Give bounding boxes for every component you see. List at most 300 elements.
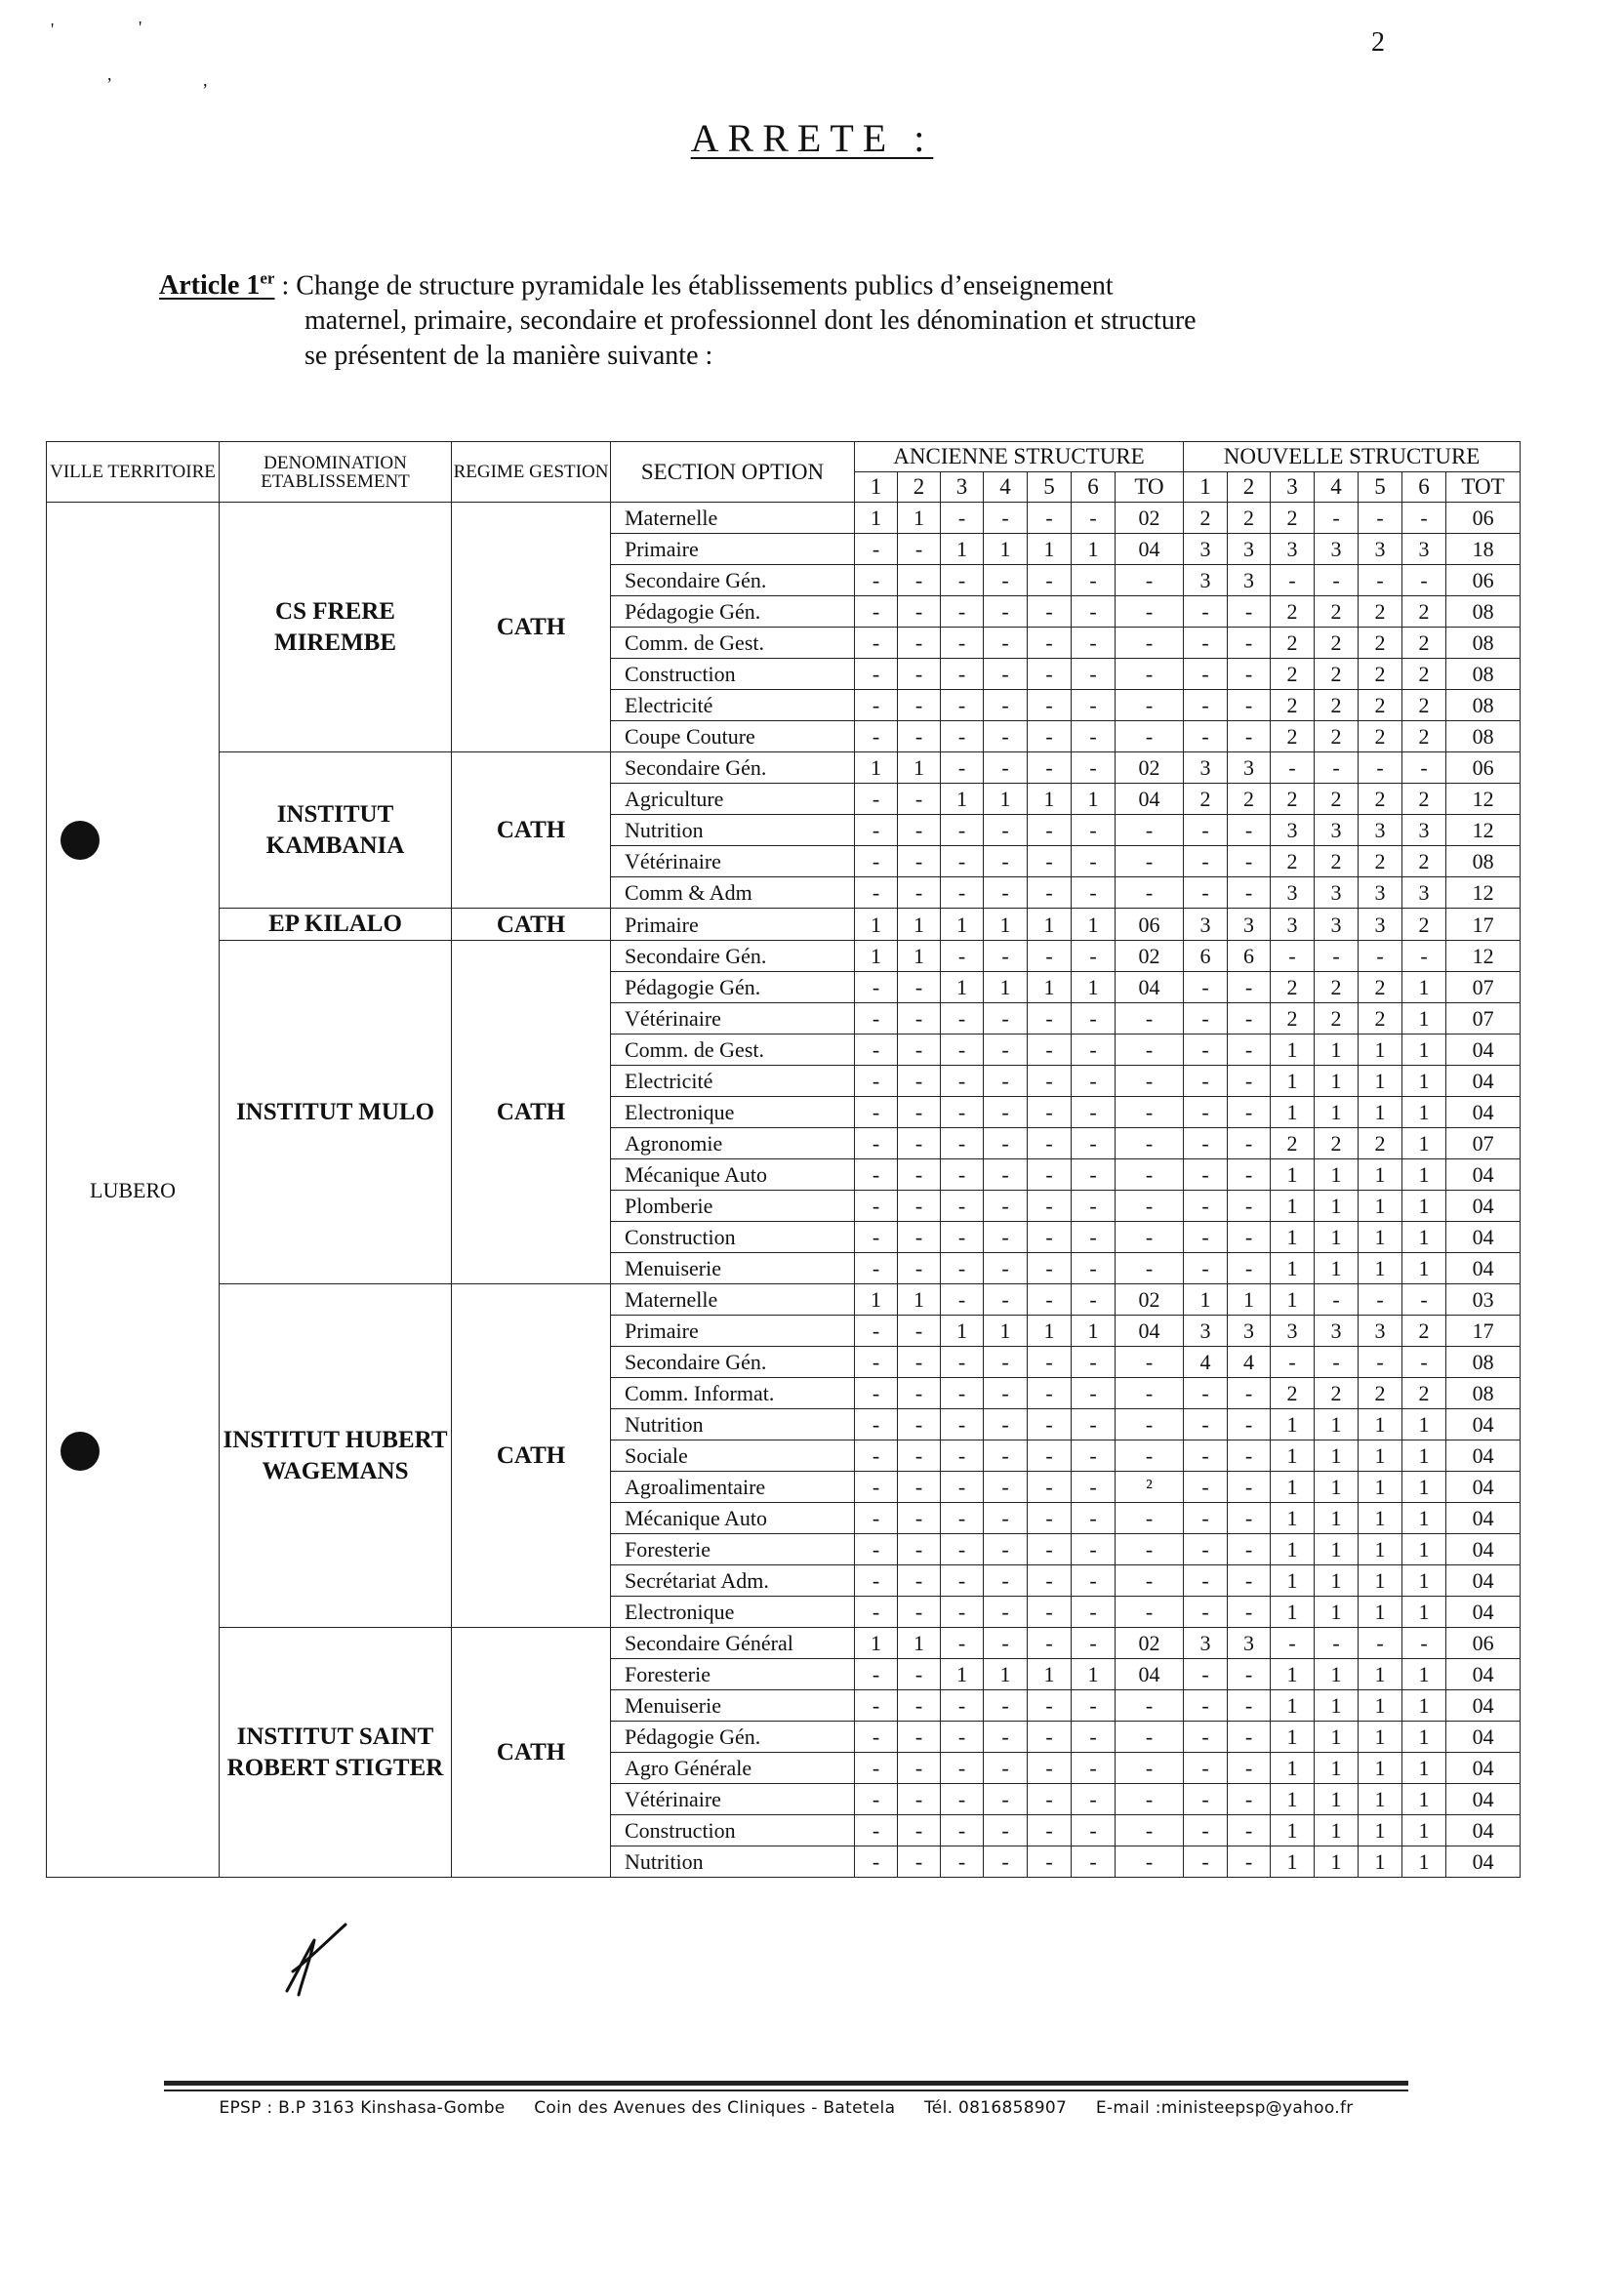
ancienne-cell: 1: [855, 752, 898, 784]
ancienne-cell: -: [984, 1565, 1028, 1597]
nouvelle-cell: -: [1271, 941, 1315, 972]
ancienne-cell: 1: [1028, 909, 1072, 941]
section-option: Construction: [611, 659, 855, 690]
nouvelle-cell: 1: [1359, 1503, 1402, 1534]
nouvelle-cell: 6: [1228, 941, 1271, 972]
nouvelle-cell: 04: [1446, 1472, 1521, 1503]
ancienne-cell: -: [1028, 877, 1072, 909]
ancienne-cell: -: [1028, 1628, 1072, 1659]
ancienne-cell: -: [941, 565, 984, 596]
ancienne-cell: -: [941, 721, 984, 752]
nouvelle-cell: -: [1359, 1347, 1402, 1378]
nouvelle-cell: 04: [1446, 1753, 1521, 1784]
ancienne-cell: -: [855, 1815, 898, 1846]
nouvelle-cell: -: [1228, 1003, 1271, 1035]
ancienne-cell: -: [1072, 1815, 1116, 1846]
nouvelle-cell: 1: [1315, 1503, 1359, 1534]
ancienne-cell: -: [855, 534, 898, 565]
regime-gestion: CATH: [452, 941, 611, 1284]
ancienne-cell: -: [855, 1534, 898, 1565]
ancienne-cell: -: [1116, 1066, 1184, 1097]
ancienne-cell: -: [984, 503, 1028, 534]
ancienne-cell: -: [941, 877, 984, 909]
nouvelle-cell: 07: [1446, 1003, 1521, 1035]
ancienne-cell: -: [1072, 659, 1116, 690]
article-lead: Article 1er: [159, 269, 275, 302]
nouvelle-cell: 1: [1402, 1253, 1446, 1284]
ancienne-cell: -: [898, 1409, 941, 1440]
ancienne-cell: -: [1028, 1159, 1072, 1191]
ancienne-cell: -: [984, 1409, 1028, 1440]
ancienne-cell: -: [984, 690, 1028, 721]
ancienne-cell: -: [1072, 1159, 1116, 1191]
nouvelle-cell: 3: [1228, 752, 1271, 784]
ancienne-cell: -: [1072, 752, 1116, 784]
nouvelle-cell: -: [1184, 1597, 1228, 1628]
nouvelle-cell: 3: [1228, 1628, 1271, 1659]
nouvelle-cell: 1: [1271, 1222, 1315, 1253]
ancienne-cell: -: [984, 815, 1028, 846]
nouvelle-cell: 3: [1271, 1316, 1315, 1347]
ancienne-cell: -: [1028, 1503, 1072, 1534]
table-row: [47, 1284, 1521, 1316]
nouvelle-cell: 07: [1446, 972, 1521, 1003]
footer-address: EPSP : B.P 3163 Kinshasa-Gombe: [219, 2098, 506, 2118]
nouvelle-cell: -: [1271, 1347, 1315, 1378]
nouvelle-cell: 1: [1402, 1722, 1446, 1753]
nouvelle-cell: -: [1184, 628, 1228, 659]
ancienne-cell: -: [941, 752, 984, 784]
ancienne-cell: -: [1116, 1159, 1184, 1191]
ancienne-cell: -: [855, 628, 898, 659]
ancienne-cell: 1: [941, 1316, 984, 1347]
ancienne-cell: -: [898, 565, 941, 596]
ancienne-cell: -: [855, 972, 898, 1003]
establishment-name: INSTITUT HUBERT WAGEMANS: [220, 1284, 452, 1628]
ancienne-cell: -: [898, 1753, 941, 1784]
nouvelle-cell: -: [1359, 1628, 1402, 1659]
ancienne-cell: 04: [1116, 1316, 1184, 1347]
ancienne-cell: -: [1116, 1690, 1184, 1722]
ancienne-cell: -: [1072, 1534, 1116, 1565]
nouvelle-cell: -: [1228, 1378, 1271, 1409]
nouvelle-cell: 04: [1446, 1534, 1521, 1565]
nouvelle-cell: -: [1184, 1565, 1228, 1597]
nouvelle-cell: 04: [1446, 1690, 1521, 1722]
ancienne-cell: -: [941, 1284, 984, 1316]
ancienne-cell: -: [1072, 596, 1116, 628]
nouvelle-cell: 08: [1446, 721, 1521, 752]
section-option: Maternelle: [611, 503, 855, 534]
footer-location: Coin des Avenues des Cliniques - Batetela: [534, 2098, 896, 2118]
ancienne-cell: -: [1028, 659, 1072, 690]
table-row: [47, 1628, 1521, 1659]
ancienne-cell: -: [1028, 1066, 1072, 1097]
nouvelle-cell: 08: [1446, 1347, 1521, 1378]
nouvelle-cell: 04: [1446, 1565, 1521, 1597]
nouvelle-cell: 2: [1402, 1316, 1446, 1347]
section-option: Maternelle: [611, 1284, 855, 1316]
ancienne-cell: -: [855, 721, 898, 752]
ancienne-cell: -: [1116, 565, 1184, 596]
ancienne-cell: -: [1116, 1846, 1184, 1878]
nouvelle-cell: 04: [1446, 1659, 1521, 1690]
nouvelle-cell: 06: [1446, 1628, 1521, 1659]
nouvelle-cell: 3: [1315, 909, 1359, 941]
ancienne-cell: -: [1116, 1722, 1184, 1753]
ancienne-cell: -: [898, 1659, 941, 1690]
ancienne-cell: -: [898, 659, 941, 690]
ancienne-cell: -: [1072, 941, 1116, 972]
nouvelle-cell: 12: [1446, 815, 1521, 846]
nouvelle-cell: -: [1228, 1097, 1271, 1128]
ancienne-cell: -: [1072, 1035, 1116, 1066]
ancienne-cell: 1: [984, 534, 1028, 565]
section-option: Sociale: [611, 1440, 855, 1472]
ancienne-cell: 04: [1116, 534, 1184, 565]
ancienne-cell: -: [984, 877, 1028, 909]
ancienne-cell: -: [984, 1846, 1028, 1878]
ancienne-cell: 1: [1028, 784, 1072, 815]
ancienne-cell: -: [898, 1128, 941, 1159]
ancienne-cell: -: [1028, 1753, 1072, 1784]
nouvelle-cell: 1: [1315, 1191, 1359, 1222]
ancienne-cell: -: [855, 1035, 898, 1066]
ancienne-cell: -: [855, 1503, 898, 1534]
nouvelle-cell: 3: [1184, 1316, 1228, 1347]
footer-email: E-mail :ministeepsp@yahoo.fr: [1095, 2098, 1354, 2118]
ancienne-cell: 1: [855, 1628, 898, 1659]
nouvelle-cell: 2: [1271, 846, 1315, 877]
nouvelle-cell: -: [1359, 503, 1402, 534]
nouvelle-cell: -: [1271, 752, 1315, 784]
ancienne-cell: -: [1072, 1128, 1116, 1159]
ancienne-cell: -: [1116, 1378, 1184, 1409]
section-option: Secrétariat Adm.: [611, 1565, 855, 1597]
ancienne-cell: 04: [1116, 1659, 1184, 1690]
ancienne-cell: -: [898, 596, 941, 628]
nouvelle-cell: 1: [1184, 1284, 1228, 1316]
ancienne-cell: -: [855, 596, 898, 628]
nouvelle-cell: 1: [1402, 1035, 1446, 1066]
nouvelle-cell: 2: [1359, 1378, 1402, 1409]
nouvelle-cell: -: [1228, 815, 1271, 846]
ancienne-cell: -: [1072, 877, 1116, 909]
nouvelle-cell: 1: [1359, 1565, 1402, 1597]
ancienne-cell: -: [1116, 1565, 1184, 1597]
ancienne-cell: -: [1028, 1409, 1072, 1440]
nouvelle-cell: 1: [1402, 1191, 1446, 1222]
ancienne-cell: -: [1028, 690, 1072, 721]
nouvelle-cell: 2: [1271, 503, 1315, 534]
ancienne-cell: -: [1028, 1846, 1072, 1878]
nouvelle-cell: -: [1184, 1035, 1228, 1066]
nouvelle-cell: 1: [1402, 1097, 1446, 1128]
ancienne-cell: 1: [855, 1284, 898, 1316]
nouvelle-cell: 1: [1402, 1128, 1446, 1159]
ancienne-cell: -: [941, 1534, 984, 1565]
nouvelle-cell: 08: [1446, 1378, 1521, 1409]
ancienne-cell: -: [898, 1159, 941, 1191]
nouvelle-cell: 2: [1359, 846, 1402, 877]
section-option: Agronomie: [611, 1128, 855, 1159]
nouvelle-cell: 1: [1315, 1440, 1359, 1472]
nouvelle-cell: 1: [1271, 1472, 1315, 1503]
ancienne-cell: -: [1072, 1753, 1116, 1784]
footer-phone: Tél. 0816858907: [924, 2098, 1068, 2118]
section-option: Secondaire Gén.: [611, 941, 855, 972]
ancienne-cell: -: [941, 1440, 984, 1472]
ancienne-cell: -: [898, 1253, 941, 1284]
black-dot-marker: [61, 1432, 100, 1471]
nouvelle-cell: -: [1228, 1191, 1271, 1222]
section-option: Electronique: [611, 1097, 855, 1128]
nouvelle-cell: -: [1184, 721, 1228, 752]
ancienne-cell: 1: [1072, 1316, 1116, 1347]
nouvelle-cell: 1: [1359, 1472, 1402, 1503]
ancienne-cell: -: [1028, 1722, 1072, 1753]
nouvelle-cell: 2: [1271, 1378, 1315, 1409]
nouvelle-cell: -: [1184, 1409, 1228, 1440]
nouvelle-cell: -: [1184, 690, 1228, 721]
nouvelle-cell: -: [1315, 1284, 1359, 1316]
nouvelle-cell: 04: [1446, 1597, 1521, 1628]
nouvelle-cell: 1: [1315, 1784, 1359, 1815]
nouvelle-cell: -: [1271, 565, 1315, 596]
ancienne-cell: -: [984, 565, 1028, 596]
nouvelle-cell: -: [1315, 752, 1359, 784]
nouvelle-cell: -: [1359, 565, 1402, 596]
nouvelle-cell: 2: [1359, 1003, 1402, 1035]
ancienne-cell: -: [1116, 1440, 1184, 1472]
ancienne-cell: -: [941, 596, 984, 628]
ancienne-cell: -: [1072, 1378, 1116, 1409]
ancienne-cell: -: [1116, 1128, 1184, 1159]
table-row: [47, 941, 1521, 972]
subheader-ancienne-6: 6: [1072, 472, 1116, 503]
ancienne-cell: -: [855, 1784, 898, 1815]
nouvelle-cell: 3: [1184, 909, 1228, 941]
article-line-2: maternel, primaire, secondaire et professionnel dont les dénomination et structure: [304, 305, 1197, 337]
nouvelle-cell: 1: [1402, 1534, 1446, 1565]
nouvelle-cell: 1: [1402, 1597, 1446, 1628]
nouvelle-cell: -: [1228, 1066, 1271, 1097]
ancienne-cell: -: [984, 1347, 1028, 1378]
nouvelle-cell: -: [1228, 1472, 1271, 1503]
footer-rule-thick: [164, 2081, 1408, 2086]
ancienne-cell: -: [1028, 628, 1072, 659]
nouvelle-cell: 17: [1446, 1316, 1521, 1347]
ancienne-cell: -: [1028, 941, 1072, 972]
ancienne-cell: -: [941, 628, 984, 659]
nouvelle-cell: -: [1184, 1722, 1228, 1753]
ancienne-cell: -: [898, 972, 941, 1003]
ancienne-cell: -: [855, 1690, 898, 1722]
nouvelle-cell: -: [1184, 1472, 1228, 1503]
ancienne-cell: -: [984, 1035, 1028, 1066]
page-number: 2: [1371, 27, 1385, 58]
nouvelle-cell: 04: [1446, 1035, 1521, 1066]
nouvelle-cell: -: [1228, 1440, 1271, 1472]
section-option: Pédagogie Gén.: [611, 596, 855, 628]
ancienne-cell: -: [1028, 1222, 1072, 1253]
nouvelle-cell: 1: [1402, 972, 1446, 1003]
nouvelle-cell: 2: [1271, 1003, 1315, 1035]
ancienne-cell: -: [855, 1472, 898, 1503]
ancienne-cell: -: [941, 1503, 984, 1534]
ancienne-cell: 02: [1116, 752, 1184, 784]
ancienne-cell: -: [898, 1097, 941, 1128]
section-option: Plomberie: [611, 1191, 855, 1222]
section-option: Vétérinaire: [611, 1003, 855, 1035]
nouvelle-cell: 1: [1271, 1690, 1315, 1722]
ancienne-cell: -: [855, 565, 898, 596]
nouvelle-cell: 1: [1402, 1659, 1446, 1690]
nouvelle-cell: -: [1228, 1128, 1271, 1159]
article-line-1: : Change de structure pyramidale les établissements publics d’enseignement: [274, 270, 1114, 302]
nouvelle-cell: 2: [1271, 659, 1315, 690]
ancienne-cell: 1: [898, 909, 941, 941]
ancienne-cell: -: [1116, 721, 1184, 752]
ancienne-cell: 02: [1116, 941, 1184, 972]
ancienne-cell: -: [898, 846, 941, 877]
nouvelle-cell: 3: [1271, 815, 1315, 846]
section-option: Secondaire Gén.: [611, 565, 855, 596]
ancienne-cell: 1: [1028, 534, 1072, 565]
ancienne-cell: -: [984, 1440, 1028, 1472]
ancienne-cell: -: [1116, 690, 1184, 721]
nouvelle-cell: 2: [1315, 690, 1359, 721]
ancienne-cell: 1: [941, 784, 984, 815]
ancienne-cell: -: [941, 815, 984, 846]
footer: [164, 2098, 1408, 2118]
footer-rule-thin: [164, 2089, 1408, 2091]
nouvelle-cell: 3: [1228, 534, 1271, 565]
nouvelle-cell: 3: [1271, 877, 1315, 909]
ancienne-cell: -: [898, 1222, 941, 1253]
header-ancienne-structure: ANCIENNE STRUCTURE: [855, 442, 1184, 472]
ancienne-cell: 1: [1072, 1659, 1116, 1690]
ancienne-cell: -: [1072, 1628, 1116, 1659]
nouvelle-cell: 1: [1271, 1253, 1315, 1284]
ancienne-cell: -: [1116, 659, 1184, 690]
subheader-nouvelle-3: 3: [1271, 472, 1315, 503]
ancienne-cell: -: [1028, 1815, 1072, 1846]
ancienne-cell: 02: [1116, 1284, 1184, 1316]
ancienne-cell: -: [1072, 1690, 1116, 1722]
nouvelle-cell: -: [1184, 1690, 1228, 1722]
section-option: Mécanique Auto: [611, 1159, 855, 1191]
ancienne-cell: -: [855, 690, 898, 721]
ancienne-cell: -: [898, 1534, 941, 1565]
ancienne-cell: -: [855, 1659, 898, 1690]
nouvelle-cell: 3: [1184, 752, 1228, 784]
ancienne-cell: -: [898, 1690, 941, 1722]
nouvelle-cell: -: [1184, 1222, 1228, 1253]
nouvelle-cell: 3: [1271, 909, 1315, 941]
nouvelle-cell: 1: [1359, 1846, 1402, 1878]
ancienne-cell: -: [898, 1784, 941, 1815]
table-row: [47, 909, 1521, 941]
ancienne-cell: -: [898, 1565, 941, 1597]
header-ville: VILLE TERRITOIRE: [47, 442, 220, 503]
nouvelle-cell: 04: [1446, 1722, 1521, 1753]
nouvelle-cell: -: [1228, 972, 1271, 1003]
ancienne-cell: -: [855, 1128, 898, 1159]
nouvelle-cell: 1: [1315, 1846, 1359, 1878]
nouvelle-cell: 08: [1446, 628, 1521, 659]
nouvelle-cell: 04: [1446, 1846, 1521, 1878]
ancienne-cell: 1: [898, 503, 941, 534]
nouvelle-cell: 2: [1359, 690, 1402, 721]
ancienne-cell: -: [941, 1815, 984, 1846]
ancienne-cell: -: [1028, 565, 1072, 596]
nouvelle-cell: -: [1184, 1815, 1228, 1846]
black-dot-marker: [61, 821, 100, 860]
nouvelle-cell: 1: [1402, 1503, 1446, 1534]
nouvelle-cell: 1: [1271, 1753, 1315, 1784]
section-option: Construction: [611, 1222, 855, 1253]
nouvelle-cell: 2: [1184, 784, 1228, 815]
ancienne-cell: -: [941, 1159, 984, 1191]
subheader-nouvelle-4: 4: [1315, 472, 1359, 503]
nouvelle-cell: -: [1228, 628, 1271, 659]
ancienne-cell: -: [1116, 1534, 1184, 1565]
nouvelle-cell: -: [1228, 1565, 1271, 1597]
nouvelle-cell: 1: [1315, 1722, 1359, 1753]
nouvelle-cell: -: [1228, 1846, 1271, 1878]
nouvelle-cell: 1: [1271, 1534, 1315, 1565]
ancienne-cell: 1: [1072, 534, 1116, 565]
ancienne-cell: -: [1072, 1472, 1116, 1503]
ancienne-cell: -: [984, 1503, 1028, 1534]
ancienne-cell: -: [898, 1722, 941, 1753]
section-option: Primaire: [611, 1316, 855, 1347]
ancienne-cell: -: [855, 1097, 898, 1128]
nouvelle-cell: -: [1184, 846, 1228, 877]
section-option: Secondaire Général: [611, 1628, 855, 1659]
ancienne-cell: -: [1028, 1784, 1072, 1815]
ancienne-cell: -: [941, 1565, 984, 1597]
ancienne-cell: -: [1028, 721, 1072, 752]
ancienne-cell: -: [855, 1565, 898, 1597]
nouvelle-cell: 1: [1271, 1409, 1315, 1440]
nouvelle-cell: 04: [1446, 1784, 1521, 1815]
ancienne-cell: -: [1072, 1565, 1116, 1597]
ancienne-cell: -: [1072, 1440, 1116, 1472]
nouvelle-cell: -: [1228, 1597, 1271, 1628]
ancienne-cell: -: [984, 1690, 1028, 1722]
ancienne-cell: -: [1028, 503, 1072, 534]
nouvelle-cell: 1: [1315, 1565, 1359, 1597]
ancienne-cell: -: [984, 1722, 1028, 1753]
section-option: Nutrition: [611, 1409, 855, 1440]
article-1: [159, 262, 1428, 374]
nouvelle-cell: 06: [1446, 752, 1521, 784]
ancienne-cell: -: [984, 1003, 1028, 1035]
establishment-name: INSTITUT SAINT ROBERT STIGTER: [220, 1628, 452, 1878]
nouvelle-cell: 1: [1359, 1253, 1402, 1284]
ancienne-cell: -: [855, 1253, 898, 1284]
nouvelle-cell: 1: [1315, 1815, 1359, 1846]
nouvelle-cell: -: [1184, 1253, 1228, 1284]
ancienne-cell: -: [898, 1066, 941, 1097]
ancienne-cell: 1: [941, 534, 984, 565]
nouvelle-cell: 1: [1315, 1534, 1359, 1565]
ancienne-cell: -: [1072, 1284, 1116, 1316]
ancienne-cell: -: [1116, 1191, 1184, 1222]
nouvelle-cell: 03: [1446, 1284, 1521, 1316]
